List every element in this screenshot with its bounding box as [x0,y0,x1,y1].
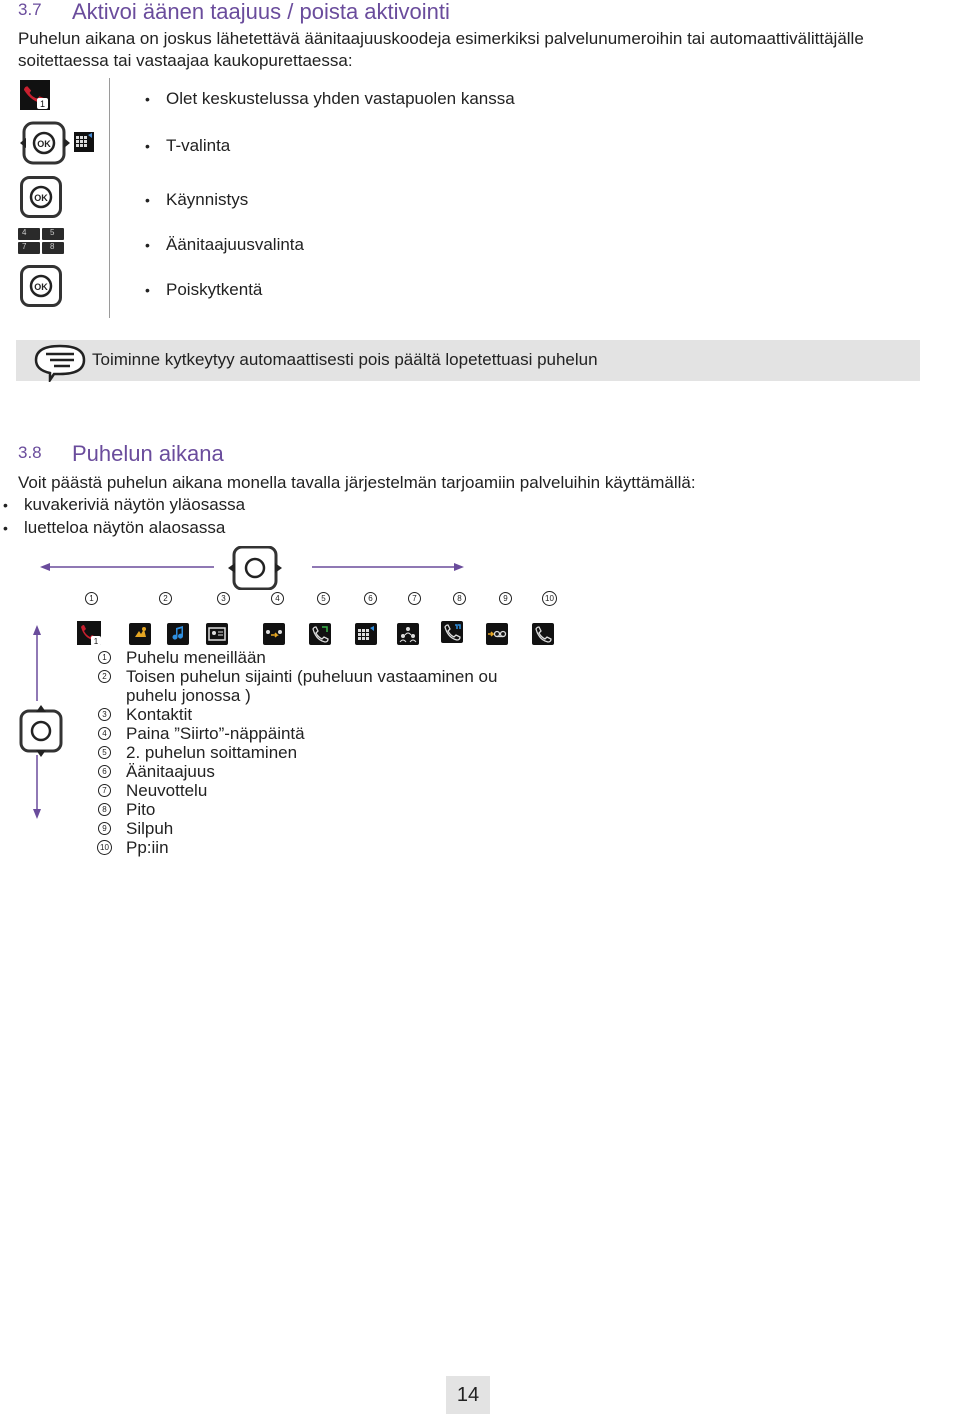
legend-text: Kontaktit [126,705,193,724]
svg-text:1: 1 [39,99,46,109]
transfer-icon [263,623,285,645]
number-marker: 6 [364,592,377,605]
bullet: • [145,192,150,208]
numeric-keypad-icon [18,228,64,254]
key-8: 8 [50,242,55,251]
legend-text: 2. puhelun soittaminen [126,743,298,762]
hold-icon [441,621,463,643]
section-number: 3.8 [18,443,42,462]
bullet: • [145,91,150,107]
legend-number: 2 [98,670,111,683]
legend-text: Pp:iin [126,838,169,857]
number-marker: 10 [542,591,557,606]
step-label: Poiskytkentä [166,280,263,299]
handsfree-icon [532,623,554,645]
section-number: 3.7 [18,0,42,19]
intro-text: Voit päästä puhelun aikana monella tavalla järjestelmän tarjoamiin palveluihin käyttämällä: [18,473,696,492]
number-marker: 3 [217,592,230,605]
legend-text: Silpuh [126,819,174,838]
step-label: Käynnistys [166,190,249,209]
step-label: Äänitaajuusvalinta [166,235,304,254]
bullet: • [3,520,8,536]
second-call-icon [129,623,151,645]
section-title: Aktivoi äänen taajuus / poista aktivointi [72,0,450,24]
svg-text:OK: OK [37,139,51,149]
legend-text: Äänitaajuus [126,762,215,781]
number-marker: 8 [453,592,466,605]
step-divider [109,78,110,318]
horizontal-navigation-diagram [38,546,466,590]
step-label: T-valinta [166,136,231,155]
legend-text: Toisen puhelun sijainti (puheluun vastaaminen ou [126,667,498,686]
active-call-icon [77,621,103,647]
legend-number: 5 [98,746,111,759]
legend-number: 4 [98,727,111,740]
legend-number: 6 [98,765,111,778]
number-marker: 5 [317,592,330,605]
music-hold-icon [167,623,189,645]
number-marker: 1 [85,592,98,605]
svg-text:1: 1 [93,637,99,646]
bullet: • [145,237,150,253]
navigator-ok-keypad-icon [18,121,98,165]
legend-number: 9 [98,822,111,835]
second-call-dial-icon [309,623,331,645]
legend-text: Paina ”Siirto”-näppäintä [126,724,305,743]
ok-button-icon [20,265,62,307]
key-7: 7 [22,242,27,251]
legend-number: 7 [98,784,111,797]
svg-text:OK: OK [34,282,48,292]
number-marker: 7 [408,592,421,605]
legend-number: 3 [98,708,111,721]
intro-text-line1: Puhelun aikana on joskus lähetettävä äänitaajuuskoodeja esimerkiksi palvelunumeroihin tai automaattivälittäjälle [18,29,864,48]
note-icon [32,342,88,382]
legend-number: 8 [98,803,111,816]
voicemail-transfer-icon [486,623,508,645]
svg-text:OK: OK [34,193,48,203]
active-call-icon [20,80,52,112]
number-marker: 4 [271,592,284,605]
legend-text: Puhelu meneillään [126,648,266,667]
bullet-item: luetteloa näytön alaosassa [24,518,226,537]
legend-text-continued: puhelu jonossa ) [126,686,251,705]
vertical-navigation-diagram [18,623,66,823]
key-5: 5 [50,228,55,237]
contacts-icon [206,623,228,645]
bullet: • [3,497,8,513]
number-marker: 2 [159,592,172,605]
note-text: Toiminne kytkeytyy automaattisesti pois päältä lopetettuasi puhelun [92,350,598,369]
legend-number: 10 [97,840,112,855]
step-label: Olet keskustelussa yhden vastapuolen kanssa [166,89,515,108]
dtmf-keypad-icon [355,623,377,645]
ok-button-icon [20,176,62,218]
number-marker: 9 [499,592,512,605]
bullet: • [145,138,150,154]
bullet-item: kuvakeriviä näytön yläosassa [24,495,246,514]
legend-text: Pito [126,800,156,819]
bullet: • [145,282,150,298]
page-number: 14 [446,1376,490,1414]
conference-icon [397,623,419,645]
legend-number: 1 [98,651,111,664]
note-bar [16,340,920,381]
section-title: Puhelun aikana [72,441,224,466]
intro-text-line2: soitettaessa tai vastaajaa kaukopurettaessa: [18,51,353,70]
key-4: 4 [22,228,27,237]
legend-text: Neuvottelu [126,781,208,800]
